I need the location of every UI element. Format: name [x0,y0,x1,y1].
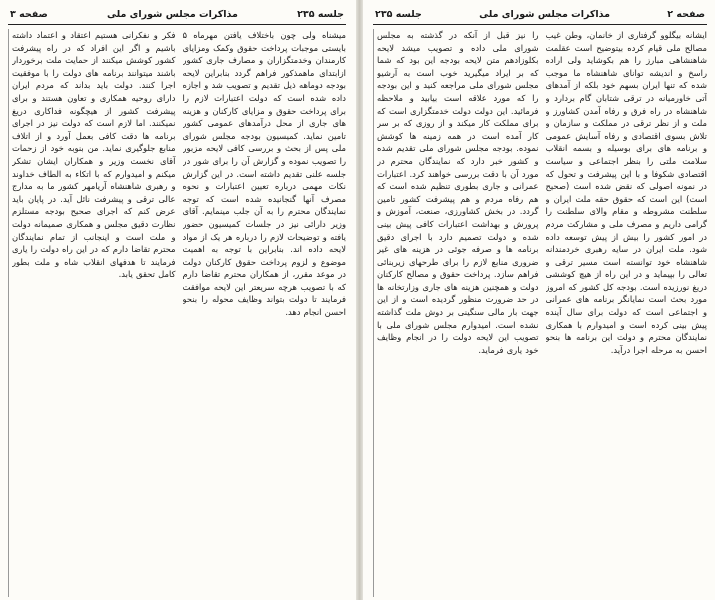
text-column-left [373,29,539,597]
body-text: میشناه ولی چون باختلاف یافتن مهرماه ۵ بایستی موجبات پرداخت حقوق وکمک ومزایای کارمندان وخدمتگزاران و مصارف جاری کشور ازابتدای ماهمذکور فراهم گردد بنابراین لایحه بودجه دوماهه ذیل تقدیم و تصویب شد و اجازه داده شده است که دولت اعتبارات لازم را برای پرداخت حقوق و مزایای کارکنان و هزینه های جاری از محل درآمدهای عمومی کشور تامین نماید. کمیسیون بودجه مجلس شورای ملی پس از بحث و بررسی کافی لایحه مزبور را تصویب نموده و گزارش آن را برای شور در جلسه علنی تقدیم داشته است. در این گزارش نکات مهمی درباره تعیین اعتبارات و نحوه مصرف آنها گنجانیده شده است که توجه نمایندگان محترم را به آن جلب مینمایم. آقای وزیر دارائی نیز در جلسات کمیسیون حضور یافته و توضیحات لازم را درباره هر یک از مواد لایحه داده اند. بنابراین با توجه به اهمیت موضوع و لزوم پرداخت حقوق کارکنان دولت در موعد مقرر، از همکاران محترم تقاضا دارم که با تصویب هرچه سریعتر این لایحه موافقت فرمایند تا دولت بتواند وظایف محوله را بنحو احسن انجام دهد. [182,30,346,318]
text-column-right [183,29,347,597]
text-column-right [546,29,708,597]
page-header [8,6,346,25]
text-columns [373,29,707,597]
header-page-number: صفحه ۳ [10,8,48,20]
left-page [0,0,356,600]
header-title: مذاکرات مجلس شورای ملی [479,8,611,20]
header-session: جلسه ۲۳۵ [375,8,422,20]
book-gutter [356,0,363,600]
header-title: مذاکرات مجلس شورای ملی [106,8,238,20]
page-header [373,6,707,25]
text-columns [8,29,346,597]
header-session: جلسه ۲۳۵ [297,8,344,20]
body-text: ایشانه بیگلوو گرفتاری از خانمان، وطن غیب مصالح ملی قیام کرده بیتوضیح است عقلمت شاهنشاهی مبارز را هم بکوشاید ولی اراده راسخ و اندیشه توانای شاهنشاه ما موجب شده که تنها ایران بسهم خود بلکه از آمدهای آتی خاورمیانه در ترقی شتابان گام بردارد و شاهنشاه در راه فرق و رفاه آمدن کشاورز و ملت و از نظر ترقی در مملکت و سازمان و تلاش بسوی اقتصادی و رفاه آسایش عمومی و برنامه های برای بوسیله و بسمه انقلاب سلامت ملتی را بنظر اجتماعی و سیاست اقتصادی شکوفا و با این پیشرفت و تحول که در نمونه اصولی که نقض شده است (صحیح است) این است که حقوق حقه ملت ایران و سلطنت مشروطه و مقام والای سلطنت را گرامی داریم و مصرف ملی و مشارکت مردم در امور کشور را بیش از پیش توسعه داده شود. ملت ایران در سایه رهبری خردمندانه شاهنشاه خود توانسته است مسیر ترقی و تعالی را بپیماید و در این راه از هیچ کوششی دریغ نورزیده است. بودجه کل کشور که امروز مورد بحث است نمایانگر برنامه های عمرانی و اجتماعی است که دولت برای سال آینده پیش بینی کرده است و امیدوارم با همکاری نمایندگان محترم و دولت این برنامه ها بنحو احسن به مرحله اجرا درآید. [545,30,707,355]
right-page [363,0,715,600]
body-text: را نیز قبل از آنکه در گذشته به مجلس شورای ملی داده و تصویب میشد لایحه بکلوزادهم متن لایحه بودجه این بود که شما که بر ایراد میگیرید خوب است به آرشیو مجلس شورای ملی مراجعه کنید و این بودجه را که مورد علاقه است بیابید و ملاحظه فرمائید. این دولت دولت خدمتگزاری است که برای مملکت کار میکند و از روزی که بر سر کار آمده است در همه زمینه ها کوشش نموده. بودجه مجلس شورای ملی تقدیم شده و کشور خبر دارد که نمایندگان محترم در مورد آن با دقت بررسی خواهند کرد. اعتبارات عمرانی و جاری بطوری تنظیم شده است که هم رفاه مردم و هم پیشرفت کشور تامین گردد. در بخش کشاورزی، صنعت، آموزش و پرورش و بهداشت اعتبارات کافی پیش بینی شده و دولت تصمیم دارد با اجرای دقیق برنامه ها و صرفه جوئی در هزینه های غیر ضروری منابع لازم را برای طرحهای زیربنائی فراهم سازد. پرداخت حقوق و مصالح کارکنان دولت و همچنین هزینه های جاری وزارتخانه ها در حد ضرورت منظور گردیده است و از این جهت بار مالی سنگینی بر دوش ملت گذاشته نشده است. امیدوارم مجلس شورای ملی با تصویب این لایحه دولت را در انجام وظایف خود یاری فرماید. [377,30,539,355]
body-text: فکر و نفکرانی هستیم اعتقاد و اعتماد داشته باشیم و اگر این افراد که در راه پیشرفت کشور کوشش میکنند از حمایت ملت برخوردار باشند میتوانند برنامه های دولت را با موفقیت اجرا کنند. دولت باید بداند که مردم ایران دارای روحیه همکاری و تعاون هستند و برای پیشرفت کشور از هیچگونه فداکاری دریغ نمیکنند. اما لازم است که دولت نیز در اجرای برنامه ها دقت کافی بعمل آورد و از اتلاف منابع جلوگیری نماید. من بنوبه خود از زحمات آقای نخست وزیر و همکاران ایشان تشکر میکنم و امیدوارم که با اتکاء به الطاف خداوند و رهبری شاهنشاه آریامهر کشور ما به مدارج عالی ترقی و پیشرفت نائل آید. در پایان باید عرض کنم که اجرای صحیح بودجه مستلزم نظارت دقیق مجلس و همکاری صمیمانه دولت و ملت است و اینجانب از تمام نمایندگان محترم تقاضا دارم که در این راه دولت را یاری فرمایند تا هدفهای انقلاب شاه و ملت بطور کامل تحقق یابد. [12,30,176,280]
header-page-number: صفحه ۲ [667,8,705,20]
text-column-left [8,29,176,597]
